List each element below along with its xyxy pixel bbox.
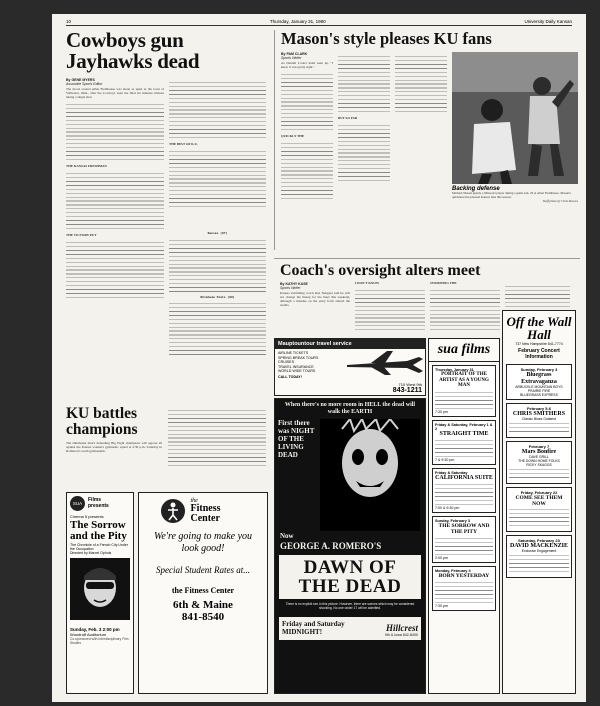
body-filler	[355, 288, 425, 332]
ad-off-the-wall-hall	[502, 310, 576, 694]
headline-coach: Coach's oversight alters meet	[280, 262, 481, 279]
travel-address: 710 West 9th	[398, 382, 422, 387]
byline-role-mason: Sports Writer	[281, 56, 302, 60]
travel-service: SPRING BREAK TOURS	[278, 355, 319, 360]
body-filler	[430, 288, 500, 332]
wall-show-blurb	[509, 467, 569, 481]
travel-service: TRAVEL INSURANCE	[278, 364, 314, 369]
sua-entry-title: STRAIGHT TIME	[439, 430, 489, 437]
newspaper-page	[52, 14, 586, 702]
headline-gymnastics: KU battles champions	[66, 405, 138, 438]
lead-cowboys: The mood around Allen Fieldhouse was about as quiet as the town of Stillwater, Okla., after the Cowboys went the final six minutes without taking a single shot.	[66, 88, 164, 99]
sua-entry-time: 2:00 pm	[435, 555, 448, 560]
ad-dawn-of-the-dead	[274, 398, 426, 694]
cinema-title: The Sorrow and the Pity	[70, 519, 127, 542]
dawn-showtime: Friday and Saturday MIDNIGHT!	[282, 619, 345, 637]
folio-line	[66, 19, 572, 26]
photo-label: Backing defense	[452, 186, 500, 192]
ad-sorrow-pity	[66, 492, 134, 694]
wall-show-title: Mars Bonfire	[521, 449, 557, 455]
fitness-address: 6th & Maine	[173, 599, 233, 611]
sua-brand: presents	[88, 502, 109, 509]
wall-logo: Off the Wall Hall	[506, 314, 572, 342]
box-score-rows-2	[169, 301, 266, 355]
sua-entry	[432, 566, 496, 611]
sua-entry	[432, 365, 496, 417]
box-score	[169, 232, 266, 355]
sua-entry-time: 7:00 & 9:30 pm	[435, 505, 460, 510]
body-filler	[338, 54, 390, 114]
paper-name: University Daily Kansan	[524, 19, 572, 24]
travel-phone: 843-1211	[392, 387, 422, 394]
dawn-tagline: When there's no more room in HELL the dead will walk the EARTH	[284, 402, 416, 415]
lead-coach: Kansas swimming coach Ron Neugent said he will not change the lineup for the meet this weekend, although a mistake on the entry form altered the results.	[280, 292, 350, 307]
story-cowboys	[66, 30, 266, 402]
subhead-cowboys-3: THE BEST OF K.U.	[169, 142, 198, 146]
body-filler	[281, 141, 333, 201]
fitness-brand: Fitness Center	[190, 503, 221, 524]
travel-name: Mauptountour travel service	[275, 339, 425, 349]
lead-gymnastics: The Oklahoma men's defending Big Eight champions will oppose all against the Kansas women's gymnastic squad at 2:30 p.m. Saturday in Robinson's south gymnasium.	[66, 442, 162, 453]
wall-show-title: Bluegrass Extravaganza	[521, 372, 557, 385]
fitness-special: Special Student Rates at...	[156, 565, 250, 575]
box-score-rows	[169, 238, 266, 292]
photo-caption: Michael Mason guards a Missouri player during a game Jan. 20 at Allen Fieldhouse. Mason's quickness has pleased Kansas fans this season.	[452, 191, 571, 199]
body-filler	[66, 102, 164, 162]
wall-show-date: February 5-6	[526, 406, 551, 411]
sua-entry-date: Friday & Saturday, February 1 & 2	[435, 422, 493, 431]
sua-entry-date: Friday & Saturday	[435, 470, 468, 475]
wall-show	[506, 403, 572, 438]
sua-entry-blurb	[435, 536, 493, 556]
wall-show-line: Exclusive Engagement	[521, 549, 557, 553]
sua-entry	[432, 420, 496, 465]
fitness-brand-bottom: the Fitness Center	[171, 586, 235, 595]
dawn-director: GEORGE A. ROMERO'S	[280, 541, 382, 551]
wall-show-title: DAVID MACKENZIE	[509, 543, 569, 549]
wall-show	[506, 441, 572, 484]
wall-show-line: Classic Blues Guitarist	[522, 417, 556, 421]
page-date: Thursday, January 31, 1980	[269, 19, 326, 24]
wall-show-blurb	[509, 553, 569, 575]
photo-credit: Staff photo by Chris Reeves	[542, 198, 578, 203]
subhead-coach-1: I DON'T KNOW	[355, 282, 380, 285]
travel-service: CRUISES	[278, 360, 294, 365]
wall-show	[506, 487, 572, 532]
dawn-theater: Hillcrest	[386, 622, 418, 633]
sua-label: Films	[88, 497, 102, 503]
fitness-logo-icon	[160, 498, 186, 524]
wall-show-blurb	[509, 421, 569, 435]
sua-entry-title: PORTRAIT OF THE ARTIST AS A YOUNG MAN	[439, 372, 489, 388]
wall-show-line: ARBUCKLE MOUNTAIN BOYS	[515, 385, 563, 389]
ad-fitness-center	[138, 492, 268, 694]
sua-films-logo: sua films	[429, 339, 499, 362]
dawn-zombie-art	[320, 419, 420, 531]
story-mason	[274, 30, 581, 250]
wall-show-line: THE DOWN HOME FOLKS	[518, 459, 560, 463]
subhead-coach-2: SWIMMING THE	[430, 282, 457, 285]
airplane-icon	[341, 349, 425, 377]
body-filler	[169, 149, 266, 209]
wall-show-date: Saturday, February 23	[518, 538, 560, 543]
wall-show-line: DAVE GRILL	[529, 455, 549, 459]
subhead-mason-1: QUICKLY THE	[281, 133, 305, 138]
sua-entry-title: THE SORROW AND THE PITY	[438, 522, 490, 535]
byline-mason: By PAM CLARK	[281, 52, 308, 56]
cinema-date: Sunday, Feb. 3 2:00 pm	[70, 627, 120, 632]
sua-logo: SUA	[70, 496, 85, 511]
body-filler	[395, 54, 447, 114]
dawn-now: Now	[280, 532, 294, 540]
wall-show-line: BLUEGRASS EXPRESS	[520, 393, 558, 397]
headline-mason: Mason's style pleases KU fans	[281, 29, 492, 48]
wall-show-title: COME SEE THEM NOW	[515, 495, 563, 507]
subhead-cowboys-1: THE KANSAS FRESHMAN	[66, 163, 107, 168]
wall-show-line: RICKY SKAGGS	[526, 463, 552, 467]
byline-coach: By KATHY KASE	[280, 282, 308, 286]
wall-show-date: Friday, February 22	[520, 490, 558, 495]
sua-entry-blurb	[435, 438, 493, 458]
body-filler	[66, 171, 164, 231]
sua-entry	[432, 468, 496, 513]
dawn-rating: There is no explicit sex in this picture. However, there are scenes which may be considered shocking. No one under 17 will be admitted.	[285, 602, 415, 610]
dawn-title: DAWN OF THE DEAD	[279, 555, 421, 599]
fitness-brand-top: the	[190, 498, 198, 504]
page-number: 10	[66, 19, 72, 24]
sua-entry-title: CALIFORNIA SUITE	[435, 474, 493, 481]
subhead-cowboys-2: THE VICTORY PUT	[66, 232, 97, 237]
sua-entry-blurb	[435, 482, 493, 506]
dawn-left-text: First there was NIGHT OF THE LIVING DEAD	[278, 419, 315, 459]
cinema-portrait	[70, 558, 130, 620]
story-gymnastics	[66, 406, 266, 488]
wall-show-date: Sunday, February 3	[520, 367, 558, 372]
wall-show	[506, 364, 572, 400]
ad-sua-films	[428, 338, 500, 694]
byline-role-coach: Sports Writer	[280, 286, 301, 290]
lead-mason: As Darnell Cook's hand went up, "I knew it was pretty right."	[281, 62, 333, 69]
cinema-venue: Woodruff Auditorium	[70, 632, 107, 637]
sua-entry-date: Monday, February 4	[435, 568, 471, 573]
wall-show-line: PRAIRIE FIRE	[527, 389, 551, 393]
wall-address: 737 New Hampshire 841-7774	[515, 342, 563, 346]
travel-service: WORLD WIDE TOURS	[278, 369, 316, 374]
fitness-phone: 841-8540	[181, 611, 225, 623]
headline-cowboys: Cowboys gun Jayhawks dead	[66, 28, 200, 73]
sua-entry-time: 7 & 9:30 pm	[435, 457, 455, 462]
sua-entry	[432, 516, 496, 563]
body-filler	[169, 80, 266, 140]
ad-travel	[274, 338, 426, 396]
cinema-subtitle: The Chronicle of a French City Under the Occupation	[70, 543, 128, 551]
body-filler	[281, 72, 333, 132]
sua-entry-time: 7:30 pm	[435, 603, 448, 608]
box-score-title: Kansas (67)	[207, 232, 228, 235]
sua-entry-date: Thursday, January 31	[435, 368, 474, 372]
fitness-tagline: We're going to make you look good!	[153, 531, 253, 554]
sua-entry-title: BORN YESTERDAY	[438, 572, 490, 579]
wall-header: February Concert Information	[518, 348, 560, 360]
subhead-mason-2: BUT SO FAR	[338, 116, 358, 120]
body-filler	[338, 123, 390, 183]
wall-show-blurb	[509, 507, 569, 529]
photo-mason-art	[452, 52, 578, 184]
box-score-title-2: Oklahoma State (69)	[200, 295, 235, 299]
cinema-eyebrow: Cinema 5 presents	[70, 514, 104, 519]
body-filler	[66, 240, 164, 300]
cinema-fine: Co-sponsored with Interdisciplinary Film Studies	[70, 637, 129, 645]
byline-cowboys: By GENE MYERS	[66, 78, 95, 82]
photo-mason	[452, 52, 578, 184]
byline-role-cowboys: Associate Sports Editor	[66, 82, 103, 86]
sua-entry-blurb	[435, 390, 493, 410]
travel-service: AIRLINE TICKETS	[278, 351, 309, 355]
wall-show-title: CHRIS SMITHERS	[512, 411, 566, 417]
dawn-theater-address: 9th & Iowa 842-8400	[384, 632, 418, 637]
sua-entry-time: 7:30 pm	[435, 409, 448, 414]
sua-entry-date: Sunday, February 3	[435, 518, 470, 523]
travel-cta: CALL TODAY!	[278, 374, 302, 379]
body-filler	[168, 408, 266, 468]
wall-show	[506, 535, 572, 578]
wall-show-date: February 7	[528, 444, 550, 449]
sua-entry-blurb	[435, 580, 493, 604]
cinema-director: Directed by Marcel Ophuls	[70, 551, 112, 555]
